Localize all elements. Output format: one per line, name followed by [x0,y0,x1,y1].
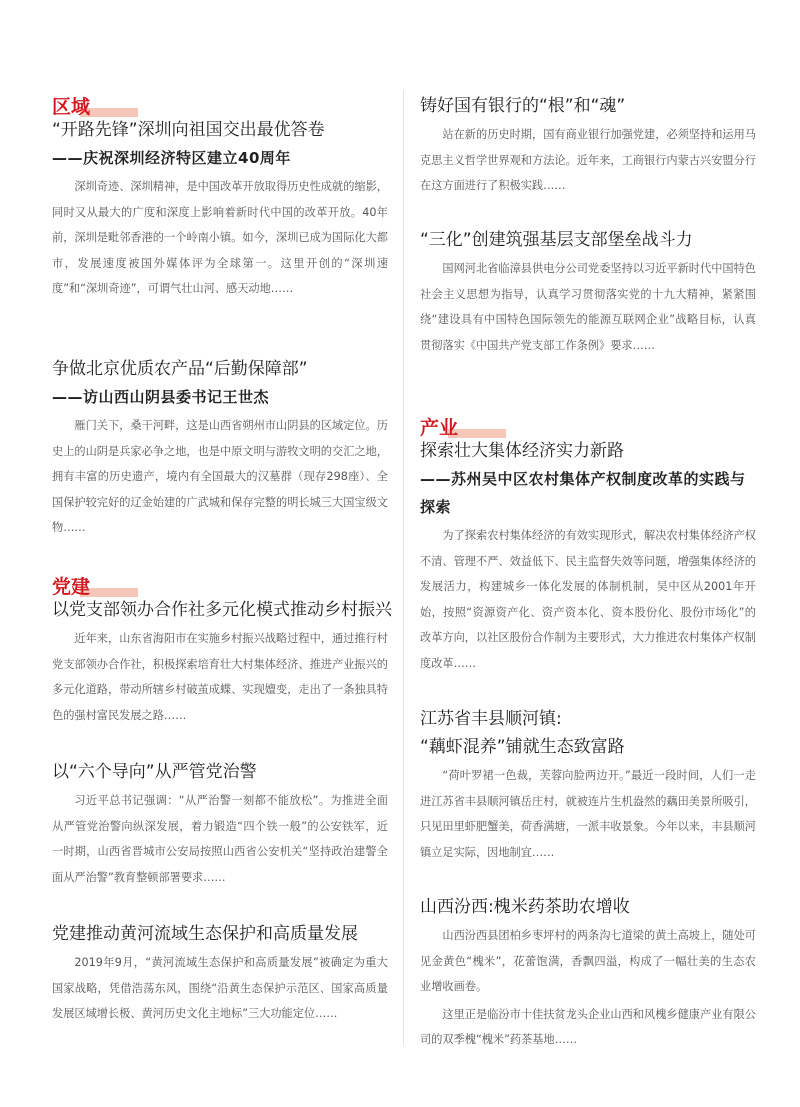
article-body-continued: 这里正是临汾市十佳扶贫龙头企业山西和风槐乡健康产业有限公司的双季槐“槐米”药茶基地…… [420,1007,756,1046]
article-body: 习近平总书记强调：“从严治警一刻都不能放松”。为推进全面从严管党治警向纵深发展，着力锻造“四个铁一般”的公安铁军，近一时期，山西省晋城市公安局按照山西省公安机关“坚持政治建警全面从严治警”教育整顿部署要求…… [52,794,388,884]
article-title[interactable]: 山西汾西:槐米药茶助农增收 [420,897,630,917]
article-body: 站在新的历史时期，国有商业银行加强党建，必须坚持和运用马克思主义哲学世界观和方法论。近年来，工商银行内蒙古兴安盟分行在这方面进行了积极实践…… [420,128,756,192]
article-body: “荷叶罗裙一色裁，芙蓉向脸两边开。”最近一段时间，人们一走进江苏省丰县顺河镇岳庄村，就被连片生机盎然的藕田美景所吸引，只见田里虾肥蟹美，荷香满塘，一派丰收景象。今年以来，丰县顺河镇立足实际，因地制宜…… [420,769,756,859]
article-haiyang[interactable] [52,596,392,728]
article-title[interactable]: 江苏省丰县顺河镇: [420,709,562,729]
section-label: 党建 [52,576,91,598]
article-body: 山西汾西县团柏乡枣坪村的两条沟七道梁的黄土高坡上，随处可见金黄色“槐米”，花蕾饱满，香飘四溢，构成了一幅壮美的生态农业增收画卷。 [420,929,756,993]
article-title[interactable]: 铸好国有银行的“根”和“魂” [420,96,626,116]
article-jincheng[interactable] [52,758,388,890]
article-subtitle: ——访山西山阴县委书记王世杰 [52,388,270,406]
article-body: 国网河北省临漳县供电分公司党委坚持以习近平新时代中国特色社会主义思想为指导，认真学习贯彻落实党的十九大精神，紧紧围绕“建设具有中国特色国际领先的能源互联网企业”战略目标，认真贯彻落实《中国共产党支部工作条例》要求…… [420,262,756,352]
article-title[interactable]: 党建推动黄河流域生态保护和高质量发展 [52,924,358,944]
article-subtitle: ——苏州吴中区农村集体产权制度改革的实践与探索 [420,470,746,516]
article-title[interactable]: 以党支部领办合作社多元化模式推动乡村振兴 [52,600,392,620]
article-sanhua[interactable] [420,226,756,358]
section-label: 区域 [52,96,91,118]
section-tag-region [52,92,90,119]
article-title[interactable]: “三化”创建筑强基层支部堡垒战斗力 [420,230,693,250]
article-body: 深圳奇迹、深圳精神，是中国改革开放取得历史性成就的缩影，同时又从最大的广度和深度上影响着新时代中国的改革开放。40年前，深圳是毗邻香港的一个岭南小镇。如今，深圳已成为国际化大都市，发展速度被国外媒体评为全球第一。这里开创的“深圳速度”和“深圳奇迹”，可谓气壮山河、感天动地…… [52,180,388,295]
article-shanyin[interactable] [52,355,388,541]
article-fengxian[interactable] [420,705,756,865]
article-title[interactable]: “开路先锋”深圳向祖国交出最优答卷 [52,120,325,140]
section-tag-industry [420,413,458,440]
article-title[interactable]: 以“六个导向”从严管党治警 [52,762,257,782]
article-body: 近年来，山东省海阳市在实施乡村振兴战略过程中，通过推行村党支部领办合作社，积极探索培育壮大村集体经济、推进产业振兴的多元化道路，带动所辖乡村破茧成蝶、实现嬗变，走出了一条独具特色的强村富民发展之路…… [52,632,388,722]
article-body: 2019年9月，“黄河流域生态保护和高质量发展”被确定为重大国家战略，凭借浩荡东风，围绕“沿黄生态保护示范区、国家高质量发展区域增长极、黄河历史文化主地标”三大功能定位…… [52,956,388,1020]
article-body: 雁门关下，桑干河畔，这是山西省朔州市山阴县的区域定位。历史上的山阴是兵家必争之地，也是中原文明与游牧文明的交汇之地，拥有丰富的历史遗产，境内有全国最大的汉墓群（现存298座）、全国保护较完好的辽金始建的广武城和保存完整的明长城三大国宝级文物…… [52,419,388,534]
article-title[interactable]: 争做北京优质农产品“后勤保障部” [52,359,308,379]
article-subtitle: ——庆祝深圳经济特区建立40周年 [52,149,291,167]
column-divider [403,90,404,1045]
article-fenxi[interactable] [420,893,756,1053]
article-title-line2[interactable]: “藕虾混养”铺就生态致富路 [420,737,625,757]
article-yellow-river[interactable] [52,920,388,1027]
article-bank[interactable] [420,92,756,199]
article-wuzhong[interactable] [420,437,756,676]
section-label: 产业 [420,417,459,439]
section-tag-party [52,572,90,599]
article-shenzhen[interactable] [52,116,388,302]
article-title[interactable]: 探索壮大集体经济实力新路 [420,441,624,461]
article-body: 为了探索农村集体经济的有效实现形式，解决农村集体经济产权不清、管理不严、效益低下、民主监督失效等问题，增强集体经济的发展活力，构建城乡一体化发展的体制机制，吴中区从2001年开始，按照“资源资产化、资产资本化、资本股份化、股份市场化”的改革方向，以社区股份合作制为主要形式，大力推进农村集体产权制度改革…… [420,529,756,670]
